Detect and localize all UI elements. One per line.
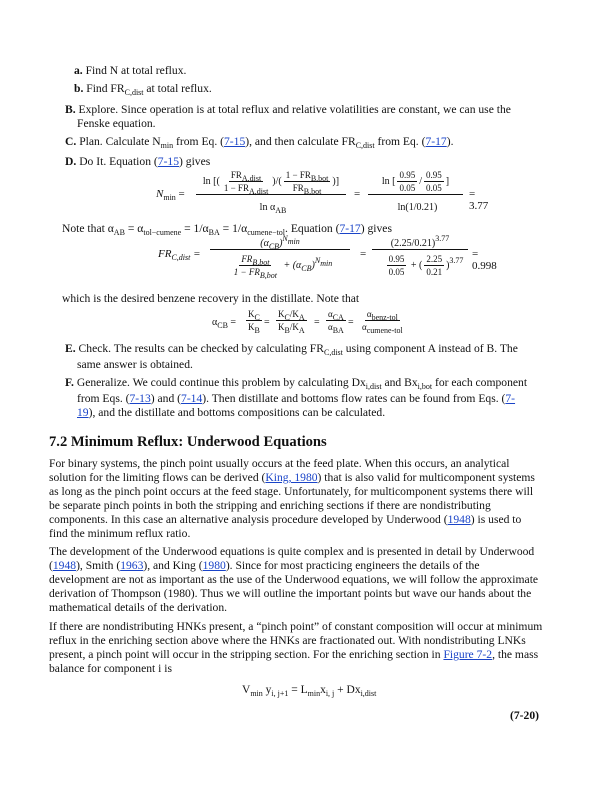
para3-line3: present, a pinch point will occur in the stripping section. For the enriching section in Figure 7-2, the mass: [49, 648, 539, 661]
fenske-equation: $N_{min}$ = ln [( $\frac{FR_{A,dist}}{1 - FR_{A,dist}}$ )/( $\frac{1 - FR_{B,bot}}{FR_{B,bot}}$ )] $\ln \alpha_{AB}$ = ln [ $\frac{0.95}{0.05}$ / $\frac{0.95}{0.05}$ ] ln(1/0.21) = 3.77: [156, 170, 489, 215]
eq1-symbolic-numerator: ln [( $\frac{FR_{A,dist}}{1 - FR_{A,dist}}$ )/( $\frac{1 - FR_{B,bot}}{FR_{B,bot}}$ )]: [196, 170, 346, 195]
step-explore-cont: Fenske equation.: [77, 117, 156, 130]
para2-line1: The development of the Underwood equations is quite complex and is presented in detail by Underwood: [49, 545, 535, 558]
eq1-result: = 3.77: [469, 188, 489, 212]
eq-link-7-17[interactable]: 7-17: [339, 222, 361, 235]
citation-link-1948[interactable]: 1948: [447, 513, 471, 526]
step-generalize-cont: from Eqs. (7-13) and (7-14). Then distillate and bottoms flow rates can be found from Eqs. (7-: [77, 392, 516, 405]
step-explore: B. Explore. Since operation is at total reflux and relative volatilities are constant, we can use the: [65, 103, 511, 116]
para1-line3: as long as the pinch point occurs at the feed stage. Unfortunately, for multicomponent systems there will: [49, 485, 534, 498]
eq-link-7-15[interactable]: 7-15: [157, 155, 180, 168]
step-a: a. Find N at total reflux.: [74, 64, 187, 77]
eq1-numeric-denominator: ln(1/0.21): [397, 202, 438, 213]
para1-line5: components. In this case an alternative analysis procedure developed by Underwood (1948) is used to: [49, 513, 522, 526]
note-recovery: which is the desired benzene recovery in the distillate. Note that: [62, 292, 360, 305]
citation-link-1948[interactable]: 1948: [52, 559, 77, 572]
para1-line4: be separate pinch points in both the stripping and enriching sections if there are nondistributing: [49, 499, 491, 512]
step-plan: C. Plan. Calculate $N_{min}$ from Eq. (7-15), and then calculate $FR_{C,dist}$ from Eq. (7-17).: [65, 135, 454, 150]
para3-line4: balance for component i is: [49, 662, 172, 675]
step-generalize: F. Generalize. We could continue this problem by calculating $Dx_{i,dist}$ and $Bx_{i,bot}$ for each component: [65, 376, 528, 391]
para1-line2: solution for the limiting flows can be derived (King, 1980) that is also valid for multicomponent systems: [49, 471, 535, 484]
para3-line2: reflux in the enriching section above where the HNKs are fractionated out. With nondistributing LNKs: [49, 634, 526, 647]
citation-link-1963[interactable]: 1963: [120, 559, 144, 572]
eq1-lhs: $N_{min}$ =: [156, 188, 185, 202]
eq2-lhs: $FR_{C,dist}$ =: [158, 248, 201, 262]
equation-number: (7-20): [510, 709, 539, 722]
eq2-denominator: $\frac{0.95}{0.05}$ + ( $\frac{2.25}{0.21}$ )$^{3.77}$: [388, 254, 464, 277]
step-generalize-cont2: 19), and the distillate and bottoms compositions can be calculated.: [77, 406, 386, 419]
citation-link-king-1980[interactable]: King, 1980: [265, 471, 318, 484]
eq-link-7-19[interactable]: 19: [77, 406, 89, 419]
note-alpha: Note that $\alpha_{AB} = \alpha_{tol-cumene} = 1/\alpha_{BA} = 1/\alpha_{cumene-tol}$. Equation (7-17) gives: [62, 222, 392, 237]
para3-line1: If there are nondistributing HNKs present, a “pinch point” of constant composition will occur at minimum: [49, 620, 543, 633]
step-check: E. Check. The results can be checked by calculating $FR_{C,dist}$ using component A instead of B. The: [65, 342, 518, 357]
eq-link-7-17[interactable]: 7-17: [425, 135, 447, 148]
section-heading: 7.2 Minimum Reflux: Underwood Equations: [49, 434, 327, 450]
eq1-symbolic-denominator: $\ln \alpha_{AB}$: [259, 202, 287, 215]
eq-link-7-15[interactable]: 7-15: [223, 135, 246, 148]
eq-link-7-19[interactable]: 7-: [505, 392, 516, 405]
recovery-equation: $FR_{C,dist}$ = $(\alpha_{CB})^{N_{min}}$ $\frac{FR_{B,bot}}{1 - FR_{B,bot}}$ + $(\alpha_{CB})^{N_{min}}$ = $(2.25/0.21)^{3.77}$ $\frac{0.95}{0.05}$ + ( $\frac{2.25}{0.21}$ )$^{3.77}$ = 0.998: [158, 234, 497, 280]
para2-line2: (1948), Smith (1963), and King (1980). Since for most practicing engineers the details of the: [49, 559, 480, 572]
para1-line6: find the minimum reflux ratio.: [49, 527, 191, 540]
para2-line3: development are not as important as the use of the Underwood equations, we will follow the approximate: [49, 573, 539, 586]
eq-link-7-13[interactable]: 7-13: [129, 392, 151, 405]
para2-line5: mathematical details of the derivation.: [49, 601, 228, 614]
eq2-numerator: $(2.25/0.21)^{3.77}$: [372, 238, 468, 250]
step-b: b. Find $FR_{C,dist}$ at total reflux.: [74, 82, 212, 97]
step-check-cont: same answer is obtained.: [77, 358, 193, 371]
eq2-result: = 0.998: [472, 248, 497, 272]
step-do-it: D. Do It. Equation (7-15) gives: [65, 155, 211, 168]
citation-link-1980[interactable]: 1980: [202, 559, 226, 572]
eq1-numeric-numerator: ln [ $\frac{0.95}{0.05}$ / $\frac{0.95}{0.05}$ ]: [368, 170, 463, 195]
alpha-ratio-equation: $\alpha_{CB}$ = $\frac{K_C}{K_B}$ = $\frac{K_C/K_A}{K_B/K_A}$ = $\frac{\alpha_{CA}}{\alpha_{BA}}$ = $\frac{\alpha_{benz-tol}}{\alpha_{cumene-tol}}$: [212, 309, 403, 335]
figure-link-7-2[interactable]: Figure 7-2: [443, 648, 493, 661]
para2-line4: derivation of Thompson (1980). Thus we will outline the important points but wave our hands about the: [49, 587, 532, 600]
mass-balance-equation: $V_{min}$ $y_{i, j+1} = L_{min}x_{i, j} + Dx_{i,dist}$: [242, 684, 377, 698]
eq-link-7-14[interactable]: 7-14: [181, 392, 203, 405]
para1-line1: For binary systems, the pinch point usually occurs at the feed plate. When this occurs, an analytical: [49, 457, 510, 470]
